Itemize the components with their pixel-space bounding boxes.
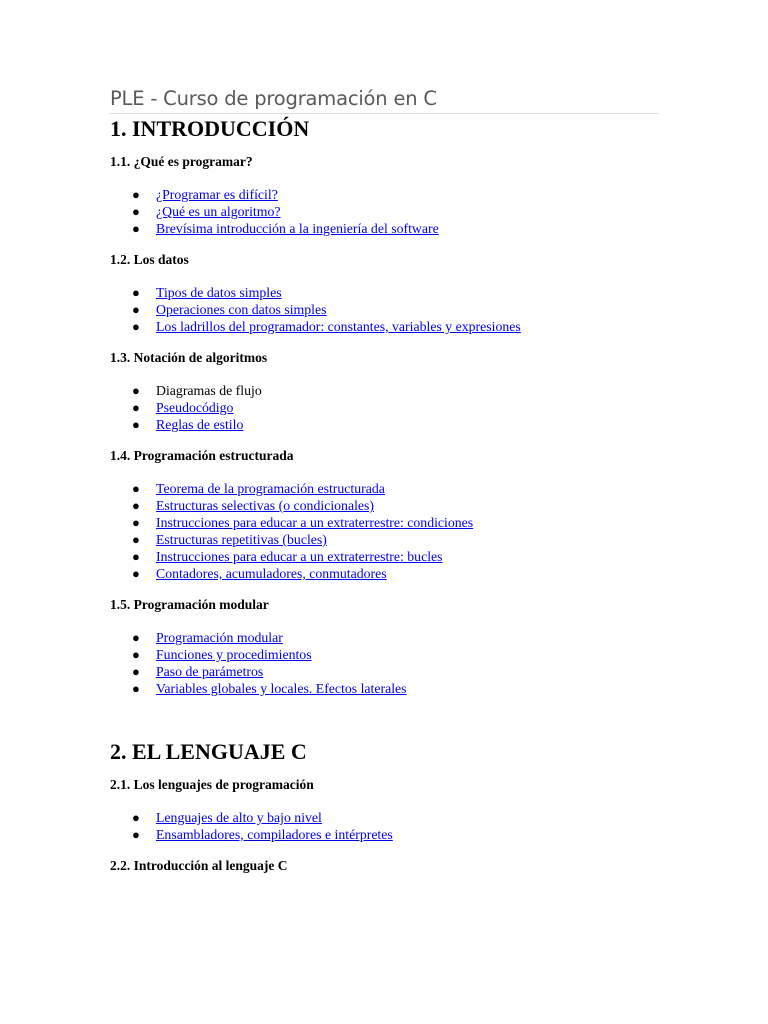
section-heading: 1.4. Programación estructurada: [110, 448, 294, 463]
topic-list: [110, 480, 658, 582]
bullet-icon: ●: [132, 204, 140, 219]
list-item: [110, 497, 658, 514]
topic-list: [110, 284, 658, 335]
chapter-heading: 1. INTRODUCCIÓN: [110, 116, 310, 141]
topic-text: Diagramas de flujo: [156, 383, 262, 398]
topic-link[interactable]: Contadores, acumuladores, conmutadores: [156, 566, 387, 581]
topic-link[interactable]: Programación modular: [156, 630, 283, 645]
section-heading: 2.2. Introducción al lenguaje C: [110, 858, 288, 873]
bullet-icon: ●: [132, 681, 140, 696]
list-item: [110, 382, 658, 399]
topic-link[interactable]: Lenguajes de alto y bajo nivel: [156, 810, 322, 825]
bullet-icon: ●: [132, 664, 140, 679]
list-item: [110, 629, 658, 646]
topic-link[interactable]: Instrucciones para educar a un extraterrestre: condiciones: [156, 515, 474, 530]
topic-list: [110, 382, 658, 433]
section-heading: 1.1. ¿Qué es programar?: [110, 154, 253, 169]
topic-link[interactable]: Ensambladores, compiladores e intérpretes: [156, 827, 393, 842]
bullet-icon: ●: [132, 383, 140, 398]
list-item: [110, 646, 658, 663]
list-item: [110, 301, 658, 318]
bullet-icon: ●: [132, 481, 140, 496]
topic-link[interactable]: Variables globales y locales. Efectos laterales: [156, 681, 407, 696]
bullet-icon: ●: [132, 221, 140, 236]
bullet-icon: ●: [132, 549, 140, 564]
topic-link[interactable]: ¿Qué es un algoritmo?: [156, 204, 281, 219]
bullet-icon: ●: [132, 319, 140, 334]
section-heading: 1.5. Programación modular: [110, 597, 269, 612]
topic-link[interactable]: Estructuras selectivas (o condicionales): [156, 498, 374, 513]
list-item: [110, 399, 658, 416]
bullet-icon: ●: [132, 285, 140, 300]
topic-link[interactable]: Estructuras repetitivas (bucles): [156, 532, 327, 547]
bullet-icon: ●: [132, 498, 140, 513]
bullet-icon: ●: [132, 532, 140, 547]
list-item: [110, 826, 658, 843]
list-item: [110, 318, 658, 335]
bullet-icon: ●: [132, 515, 140, 530]
bullet-icon: ●: [132, 827, 140, 842]
document-page: [110, 86, 658, 875]
list-item: [110, 514, 658, 531]
bullet-icon: ●: [132, 187, 140, 202]
topic-link[interactable]: Tipos de datos simples: [156, 285, 282, 300]
topic-list: [110, 809, 658, 843]
section-heading: 2.1. Los lenguajes de programación: [110, 777, 314, 792]
topic-link[interactable]: Instrucciones para educar a un extraterrestre: bucles: [156, 549, 443, 564]
table-of-contents: [110, 115, 658, 875]
topic-link[interactable]: ¿Programar es difícil?: [156, 187, 278, 202]
list-item: [110, 809, 658, 826]
bullet-icon: ●: [132, 417, 140, 432]
list-item: [110, 663, 658, 680]
bullet-icon: ●: [132, 302, 140, 317]
topic-link[interactable]: Funciones y procedimientos: [156, 647, 312, 662]
topic-link[interactable]: Paso de parámetros: [156, 664, 264, 679]
topic-list: [110, 186, 658, 237]
page-title: PLE - Curso de programación en C: [110, 86, 658, 114]
topic-list: [110, 629, 658, 697]
list-item: [110, 680, 658, 697]
list-item: [110, 531, 658, 548]
bullet-icon: ●: [132, 647, 140, 662]
bullet-icon: ●: [132, 566, 140, 581]
topic-link[interactable]: Brevísima introducción a la ingeniería del software: [156, 221, 439, 236]
topic-link[interactable]: Los ladrillos del programador: constantes, variables y expresiones: [156, 319, 521, 334]
list-item: [110, 416, 658, 433]
list-item: [110, 480, 658, 497]
list-item: [110, 203, 658, 220]
section-heading: 1.2. Los datos: [110, 252, 189, 267]
topic-link[interactable]: Reglas de estilo: [156, 417, 244, 432]
topic-link[interactable]: Pseudocódigo: [156, 400, 234, 415]
list-item: [110, 284, 658, 301]
bullet-icon: ●: [132, 630, 140, 645]
chapter-heading: 2. EL LENGUAJE C: [110, 739, 307, 764]
bullet-icon: ●: [132, 400, 140, 415]
section-heading: 1.3. Notación de algoritmos: [110, 350, 268, 365]
list-item: [110, 548, 658, 565]
list-item: [110, 220, 658, 237]
bullet-icon: ●: [132, 810, 140, 825]
list-item: [110, 565, 658, 582]
list-item: [110, 186, 658, 203]
topic-link[interactable]: Teorema de la programación estructurada: [156, 481, 385, 496]
topic-link[interactable]: Operaciones con datos simples: [156, 302, 327, 317]
